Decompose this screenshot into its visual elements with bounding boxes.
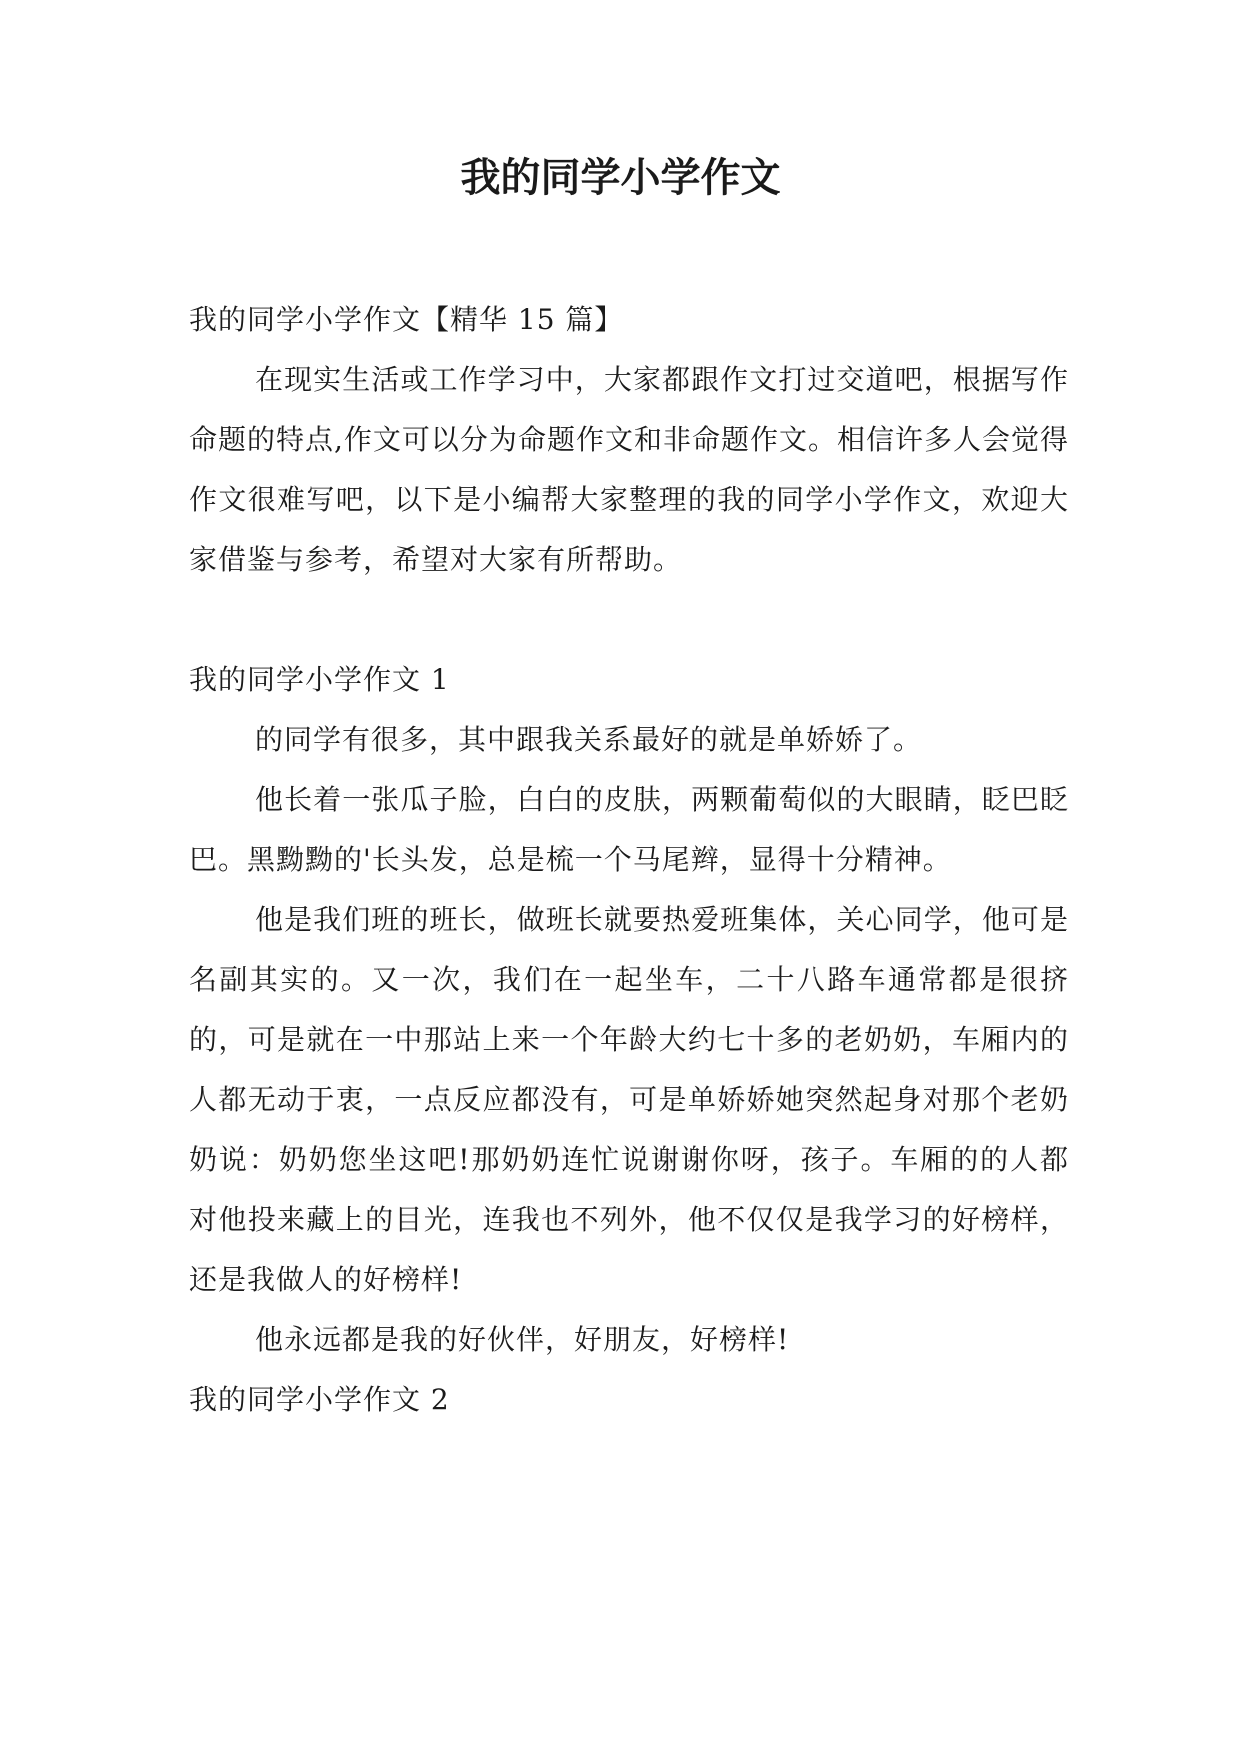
section1-paragraph: 他长着一张瓜子脸，白白的皮肤，两颗葡萄似的大眼睛，眨巴眨巴。黑黝黝的'长头发，总是梳一个马尾辫，显得十分精神。 [189, 783, 1069, 876]
section1-paragraph: 他永远都是我的好伙伴，好朋友，好榜样! [255, 1323, 790, 1356]
section1-paragraph: 的同学有很多，其中跟我关系最好的就是单娇娇了。 [255, 723, 923, 756]
section-spacer [189, 590, 1069, 650]
section-heading-1: 我的同学小学作文 1 [189, 663, 450, 696]
document-title: 我的同学小学作文 [460, 155, 781, 201]
document-subtitle: 我的同学小学作文【精华 15 篇】 [189, 303, 624, 336]
section1-paragraph: 他是我们班的班长，做班长就要热爱班集体，关心同学，他可是名副其实的。又一次，我们在一起坐车，二十八路车通常都是很挤的，可是就在一中那站上来一个年龄大约七十多的老奶奶，车厢内的人都无动于衷，一点反应都没有，可是单娇娇她突然起身对那个老奶奶说：奶奶您坐这吧!那奶奶连忙说谢谢你呀，孩子。车厢的的人都对他投来藏上的目光，连我也不列外，他不仅仅是我学习的好榜样，还是我做人的好榜样! [189, 903, 1069, 1296]
intro-paragraph: 在现实生活或工作学习中，大家都跟作文打过交道吧，根据写作命题的特点,作文可以分为命题作文和非命题作文。相信许多人会觉得作文很难写吧，以下是小编帮大家整理的我的同学小学作文，欢迎大家借鉴与参考，希望对大家有所帮助。 [189, 363, 1069, 576]
document-body [189, 290, 1069, 1430]
section-heading-2: 我的同学小学作文 2 [189, 1383, 450, 1416]
